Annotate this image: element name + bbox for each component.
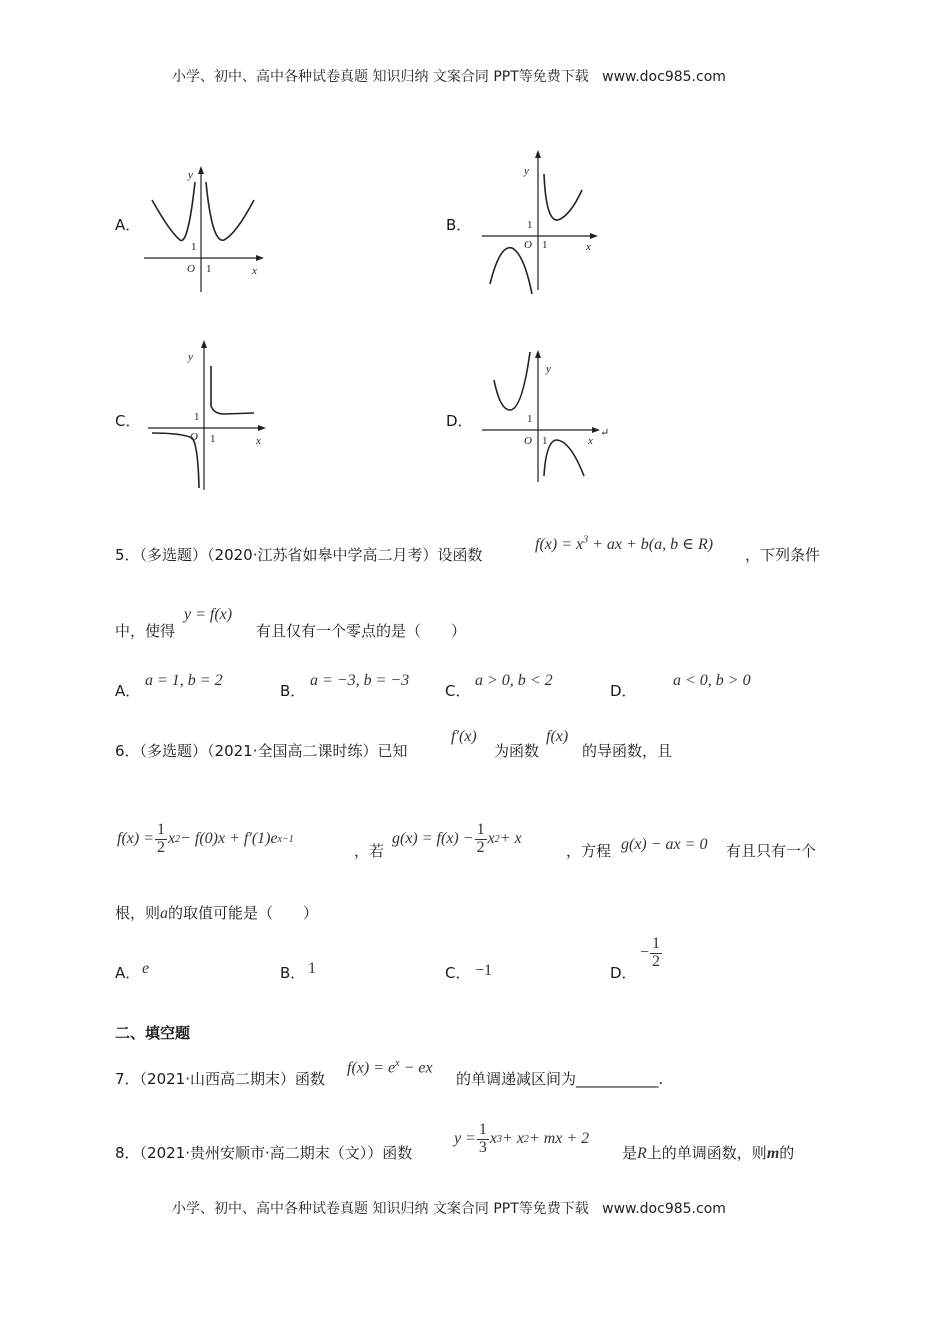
option-d-label: D． <box>446 412 473 430</box>
graph-c-x-label: x <box>256 435 261 447</box>
graph-b-tick-x: 1 <box>542 239 548 251</box>
q6-option-b-label: B． <box>280 964 306 982</box>
q8-prefix: （2021·贵州安顺市·高二期末（文））函数 <box>139 1144 413 1162</box>
q5-option-a: a = 1, b = 2 <box>145 672 223 689</box>
footer-url[interactable]: www.doc985.com <box>602 1201 726 1217</box>
q5-option-b-label: B． <box>280 682 306 700</box>
graph-d-x-label: x <box>588 435 593 447</box>
q6-mid: 为函数 <box>494 742 540 760</box>
q5-option-c-label: C． <box>445 682 471 700</box>
graph-a-y-label: y <box>188 169 193 181</box>
page-header <box>172 66 726 86</box>
graph-b <box>476 144 606 294</box>
q7-suffix: 的单调递减区间为___________. <box>456 1070 664 1088</box>
graph-b-origin: O <box>524 239 532 251</box>
q6-option-a-label: A． <box>115 964 141 982</box>
q6-tail: 有且只有一个 <box>726 842 817 860</box>
graph-d-origin: O <box>524 435 532 447</box>
q5-line2-math: y = f(x) <box>184 606 233 623</box>
q5-option-d-label: D． <box>610 682 637 700</box>
graph-c-tick-y: 1 <box>194 411 200 423</box>
q5-option-c: a > 0, b < 2 <box>475 672 553 689</box>
graph-d-tick-y: 1 <box>527 413 533 425</box>
q7-prefix: （2021·山西高二期末）函数 <box>139 1070 325 1088</box>
q5-option-b: a = −3, b = −3 <box>310 672 410 689</box>
option-b-label: B． <box>446 216 472 234</box>
question-5-line1 <box>115 544 483 565</box>
graph-d-y-label: y <box>546 363 551 375</box>
q8-suffix: 是R上的单调函数，则m的 <box>622 1144 795 1162</box>
graph-a-tick-x: 1 <box>206 263 212 275</box>
q6-comma-if: ，若 <box>354 842 385 860</box>
graph-b-tick-y: 1 <box>527 219 533 231</box>
option-a-label: A． <box>115 216 141 234</box>
graph-d-tick-x: 1 <box>542 435 548 447</box>
footer-text: 小学、初中、高中各种试卷真题 知识归纳 文案合同 PPT等免费下载 <box>172 1201 589 1217</box>
q5-function: $f(x) = x^3$ + ax + b(a, b ∈ R) <box>535 534 714 553</box>
q5-number: 5． <box>115 546 140 564</box>
graph-b-x-label: x <box>586 241 591 253</box>
q6-option-a: e <box>142 960 150 977</box>
q6-prefix: （多选题）（2021·全国高二课时练）已知 <box>139 742 408 760</box>
option-c-label: C． <box>115 412 141 430</box>
q6-derivative: f′(x) <box>451 728 477 745</box>
graph-c-origin: O <box>190 431 198 443</box>
graph-a <box>140 162 270 294</box>
q8-number: 8． <box>115 1144 140 1162</box>
q5-line2-a: 中，使得 <box>115 622 176 640</box>
q6-equation-g: g(x) = f(x) − $\frac{1}{2}$ x 2 + x <box>392 821 522 856</box>
q7-answer-blank[interactable]: ___________. <box>576 1070 664 1088</box>
q6-suffix: 的导函数，且 <box>582 742 673 760</box>
q8-function: y = $\frac{1}{3}$ x 3 + x 2 + mx + 2 <box>454 1121 590 1156</box>
question-6-line1 <box>115 740 408 761</box>
section-title: 二、填空题 <box>115 1024 191 1042</box>
graph-a-x-label: x <box>252 265 257 277</box>
q6-option-d: − $\frac{1}{2}$ <box>640 935 661 970</box>
graph-c <box>144 336 276 492</box>
q6-equation-root: g(x) − ax = 0 <box>621 836 708 853</box>
q5-option-d: a < 0, b > 0 <box>673 672 751 689</box>
q5-option-a-label: A． <box>115 682 141 700</box>
q6-option-d-label: D． <box>610 964 637 982</box>
question-7-line <box>115 1068 325 1089</box>
header-text: 小学、初中、高中各种试卷真题 知识归纳 文案合同 PPT等免费下载 <box>172 69 589 85</box>
page-footer <box>172 1198 726 1218</box>
graph-c-tick-x: 1 <box>210 433 216 445</box>
q6-option-b: 1 <box>308 960 316 977</box>
graph-a-origin: O <box>187 263 195 275</box>
graph-d <box>476 344 612 484</box>
q6-option-c-label: C． <box>445 964 471 982</box>
q5-suffix: ，下列条件 <box>745 546 821 564</box>
q6-comma-equation: ，方程 <box>566 842 612 860</box>
q6-equation-f: f(x) = $\frac{1}{2}$ x 2 − f(0)x + f′(1)e x−1 <box>117 821 294 856</box>
q6-number: 6． <box>115 742 140 760</box>
q6-line3: 根，则a的取值可能是（ ） <box>115 904 319 922</box>
graph-c-y-label: y <box>188 351 193 363</box>
graph-b-y-label: y <box>524 165 529 177</box>
graph-a-tick-y: 1 <box>191 241 197 253</box>
question-8-line <box>115 1142 412 1163</box>
graph-d-return-mark: ↵ <box>600 427 610 439</box>
q6-option-c: −1 <box>475 962 493 979</box>
q7-number: 7． <box>115 1070 140 1088</box>
header-url[interactable]: www.doc985.com <box>602 69 726 85</box>
q6-func: f(x) <box>546 728 569 745</box>
q5-line2-b: 有且仅有一个零点的是（ ） <box>256 622 467 640</box>
q7-function: $f(x) = e^x$ − ex <box>347 1058 433 1077</box>
q5-prefix: （多选题）（2020·江苏省如皋中学高二月考）设函数 <box>139 546 483 564</box>
